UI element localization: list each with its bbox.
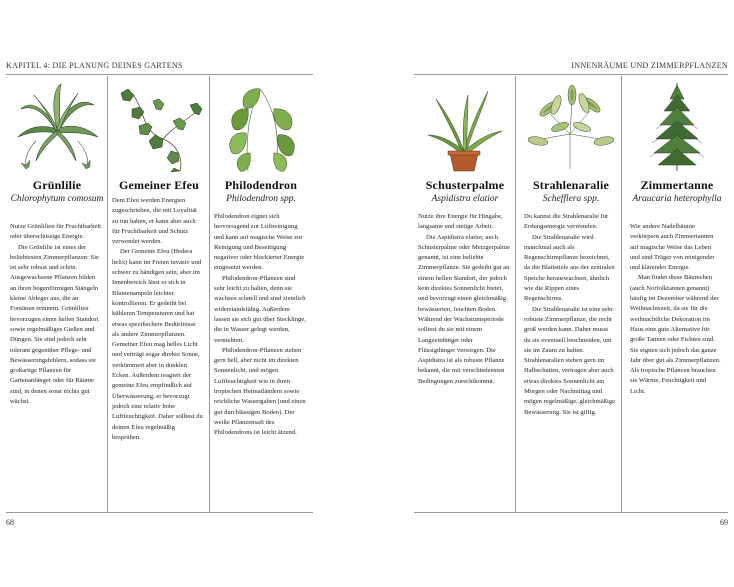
plant-description (418, 212, 510, 387)
paragraph: Man findet diese Bäumchen (auch Norfolktannen genannt) häufig im Dezember während der Weihnachtszeit, da sie für die weihnachtliche Dekoration im Haus eine gute Alternative für große Tannen oder Fichten sind. Sie eignen sich jedoch das ganze Jahr über gut als Zimmerpflanzen. Als tropische Pflanzen brauchen sie Wärme, Feuchtigkeit und Licht. (630, 274, 721, 395)
plant-column-schusterpalme (414, 76, 516, 512)
paragraph: Die Aspidistra elatior, auch Schusterpalme oder Metzgerpalme genannt, ist eine beliebte Zimmerpflanze. Sie gedeiht gut an einem hellen Standort, der jedoch kein direktes Sonnenlicht bietet, und bevorzugt einen gleichmäßig bewässerten, feuchten Boden. Während der Wachstumsperiode solltest du sie mit einem Langzeitdünger oder Flüssigdünger versorgen. Die Aspidistra ist als robuste Pflanze bekannt, die mit verschiedensten Bedingungen zurechtkommt. (418, 233, 510, 385)
paragraph: Philodendron eignet sich hervorragend zur Luftreinigung und kann auf magische Weise zur Reinigung und Beseitigung negativer oder blockierter Energie eingesetzt werden. (214, 213, 305, 272)
norfolk-pine-illustration (626, 79, 728, 174)
plant-name: Schusterpalme (425, 178, 505, 192)
footer-rule-left (6, 512, 313, 513)
page-number-right: 69 (720, 518, 728, 527)
ivy-illustration (108, 79, 210, 174)
plant-latin-name: Araucaria heterophylla (632, 194, 722, 204)
left-page (0, 0, 320, 587)
plant-column-philodendron (210, 76, 313, 512)
plant-column-zimmertanne (626, 76, 728, 512)
paragraph: Nutze ihre Energie für Hingabe, langsame und stetige Arbeit. (418, 213, 503, 231)
cast-iron-plant-illustration (414, 79, 516, 174)
plant-latin-name: Philodendron spp. (226, 194, 296, 204)
spider-plant-illustration (6, 79, 108, 174)
plant-latin-name: Aspidistra elatior (431, 194, 499, 204)
footer-rule-right (414, 512, 728, 513)
running-head-left: KAPITEL 4: DIE PLANUNG DEINES GARTENS (6, 61, 183, 70)
column-divider (515, 76, 516, 512)
right-page (414, 0, 734, 587)
plant-description (630, 222, 722, 397)
header-rule-right (414, 74, 728, 75)
paragraph: Der Gemeine Efeu (Hedera helix) kann im Freien invasiv und schwer zu bändigen sein, aber im Innenbereich lässt er sich in Blumenampeln leichter kontrollieren. Er gedeiht bei kühleren Temperaturen und hat etwas speziﬁschere Bedürfnisse als andere Zimmerpflanzen. Gemeiner Efeu mag helles Licht und verträgt sogar direkte Sonne, verkümmert aber in dunklen Ecken. Außerdem reagiert der gemeine Efeu empfindlich auf Überwässerung, er bevorzugt jedoch eine relativ hohe Luftfeuchtigkeit. Daher solltest du deinen Efeu regelmäßig besprühen. (112, 248, 203, 441)
plant-description (214, 212, 306, 439)
plant-name: Strahlenaralie (532, 178, 610, 192)
plant-latin-name: Schefflera spp. (542, 194, 600, 204)
plant-column-efeu (108, 76, 210, 512)
plant-description (112, 196, 204, 443)
column-divider (621, 76, 622, 512)
plant-description (524, 212, 616, 418)
paragraph: Die Strahlenaralie wird manchmal auch als Regenschirmpflanze bezeichnet, da die Blattstiele aus der zentralen Speiche herauswachsen, ähnlich wie die Rippen eines Regenschirms. (524, 233, 615, 303)
plant-latin-name: Chlorophytum comosum (10, 194, 104, 204)
plant-description (10, 222, 102, 407)
page-number-left: 68 (6, 518, 14, 527)
paragraph: Die Strahlenaralie ist eine sehr robuste Zimmerpflanze, die recht groß werden kann. Daher musst du sie eventuell beschneiden, um sie im Zaum zu halten. Strahlenaralien stehen gern im Halbschatten, vertragen aber auch etwas direktes Sonnenlicht am Morgen oder Nachmittag und mögen regelmäßige, gleichmäßige Bewässerung. Sie ist giftig. (524, 305, 615, 416)
plant-name: Gemeiner Efeu (118, 178, 200, 192)
paragraph: Die Grünlilie ist eines der beliebtesten Zimmerpflanzen: Sie ist sehr robust und schön. Ausgewachsene Pflanzen bilden an ihren bogenförmigen Stängeln kleine Ableger aus, die an Fontänen erinnern. Grünlilien bevorzugen einen hellen Standort sowie regelmäßiges Gießen und Düngen. Sie sind jedoch sehr tolerant gegenüber Pflege- und Bewässerungsfehlern, sodass sie großartige Pflanzen für Gartenanfänger oder für Räume sind, in denen sonst nichts gut wächst. (10, 243, 99, 406)
paragraph: Dem Efeu werden Energien zugeschrieben, die mit Loyalität zu tun haben, er kann aber auch für Fruchtbarkeit und Schutz verwendet werden. (112, 197, 197, 246)
plant-name: Zimmertanne (640, 178, 714, 192)
plant-column-strahlenaralie (520, 76, 622, 512)
header-rule-left (6, 74, 313, 75)
plant-name: Grünlilie (32, 178, 82, 192)
paragraph: Nutze Grünlilien für Fruchtbarkeit oder überschüssige Energie. (10, 223, 102, 241)
paragraph: Du kannst die Strahlenaralie für Erdungsenergie verwenden. (524, 213, 609, 231)
plant-name: Philodendron (224, 178, 298, 192)
umbrella-plant-illustration (520, 79, 622, 174)
plant-column-gruenlilie (6, 76, 108, 512)
paragraph: Philodendron-Pflanzen sind sehr leicht zu halten, denn sie wachsen schnell und sind ziemlich widerstandsfähig. Außerdem lassen sie sich gut über Stecklinge, die in Wasser gelegt werden, vermehren. (214, 274, 306, 344)
paragraph: Wie andere Nadelbäume verkörpern auch Zimmertannen auf magische Weise das Leben und sind Träger von reinigender und klärender Energie. (630, 223, 715, 272)
paragraph: Philodendron-Pflanzen stehen gern hell, aber nicht im direkten Sonnenlicht, und mögen Luftfeuchtigkeit wie in ihren tropischen Heimatländern sowie reichliche Wassergaben (und einen gut durchlässigen Boden). Der weiße Pflanzensaft des Philodendrons ist leicht ätzend. (214, 346, 306, 437)
philodendron-illustration (210, 79, 312, 174)
running-head-right: INNENRÄUME UND ZIMMERPFLANZEN (571, 61, 728, 70)
